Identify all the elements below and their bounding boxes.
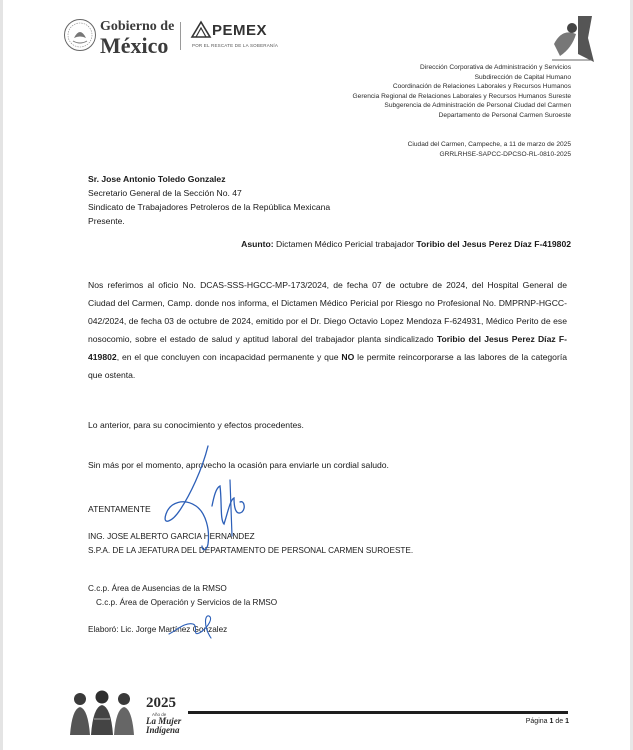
reference-number: GRRLRHSE-SAPCC-DPCSO-RL-0810-2025 xyxy=(439,150,571,158)
page-of: de xyxy=(553,718,566,725)
office-block xyxy=(353,63,571,120)
prepared-by: Elaboró: Lic. Jorge Martínez Gonzalez xyxy=(88,625,228,634)
addressee-title: Secretario General de la Sección No. 47 xyxy=(88,188,242,198)
signer-name: ING. JOSE ALBERTO GARCIA HERNANDEZ xyxy=(88,532,255,541)
body-paragraph-3: Sin más por el momento, aprovecho la ocasión para enviarle un cordial saludo. xyxy=(88,460,389,470)
p1-text-a: Nos referimos al oficio No. DCAS-SSS-HGCC-MP-173/2024, de fecha 07 de octubre de 2024, del Hospital General de Ciudad del Carmen, Camp. donde nos informa, el Dictamen Médico Pericial por Riesgo no Profesional No. DMPRNP-HGCC-042/2024, de fecha 03 de octubre de 2024, emitido por el Dr. Diego Octavio Lopez Mendoza F-624931, Médico Perito de ese nosocomio, sobre el estado de salud y aptitud laboral del trabajador planta sindicalizado xyxy=(88,280,567,344)
office-line: Coordinación de Relaciones Laborales y Recursos Humanos xyxy=(392,83,571,90)
subject-label: Asunto: xyxy=(241,239,274,249)
addressee-org: Sindicato de Trabajadores Petroleros de la República Mexicana xyxy=(88,202,331,212)
pemex-tagline: POR EL RESCATE DE LA SOBERANÍA xyxy=(192,43,279,48)
p1-worker-name: Toribio del Jesus Perez Díaz F-419802 xyxy=(88,334,567,362)
year-sub-label: Año de xyxy=(152,712,167,717)
addressee-block xyxy=(88,172,330,228)
gob-line1: Gobierno de xyxy=(100,19,175,34)
page-label: Página xyxy=(525,718,550,725)
body-paragraph-1 xyxy=(88,276,567,384)
addressee-presente: Presente. xyxy=(88,216,125,226)
addressee-name: Sr. Jose Antonio Toledo Gonzalez xyxy=(88,174,226,184)
ccp-line: C.c.p. Área de Operación y Servicios de la RMSO xyxy=(96,598,278,607)
date-block xyxy=(408,140,571,159)
year-title xyxy=(146,717,181,735)
office-line: Subgerencia de Administración de Personal Ciudad del Carmen xyxy=(384,102,571,109)
signer-role: S.P.A. DE LA JEFATURA DEL DEPARTAMENTO DE PERSONAL CARMEN SUROESTE. xyxy=(88,546,414,555)
handwritten-signature xyxy=(150,440,260,555)
p1-no: NO xyxy=(341,352,355,362)
office-line: Departamento de Personal Carmen Suroeste xyxy=(438,111,571,119)
gob-line2: México xyxy=(100,33,169,58)
coat-of-arms-icon xyxy=(63,18,97,52)
page-total: 1 xyxy=(565,718,569,725)
ccp-line: C.c.p. Área de Ausencias de la RMSO xyxy=(88,584,227,593)
subject-line xyxy=(241,239,571,249)
page-current: 1 xyxy=(549,718,554,725)
date-line: Ciudad del Carmen, Campeche, a 11 de marzo de 2025 xyxy=(407,141,571,148)
page-number xyxy=(526,718,569,725)
office-line: Dirección Corporativa de Administración y Servicios xyxy=(420,64,571,71)
year-label: 2025 xyxy=(146,695,176,711)
subject-worker: Toribio del Jesus Perez Díaz F-419802 xyxy=(416,239,571,249)
pemex-logo-text: PEMEX xyxy=(212,22,268,39)
pemex-eagle-icon xyxy=(190,19,212,41)
p1-text-c: le permite reincorporarse a las labores de la categoría que ostenta. xyxy=(88,352,567,380)
closing-salutation: ATENTAMENTE xyxy=(88,504,151,514)
handwritten-initials xyxy=(165,612,225,642)
indigenous-women-illustration xyxy=(64,685,142,737)
gobierno-logo-text xyxy=(100,20,174,57)
footer-rule xyxy=(188,711,568,714)
header-separator xyxy=(180,22,181,50)
year-title-line2: Indígena xyxy=(146,725,180,735)
p1-text-b: , en el que concluyen con incapacidad permanente y que xyxy=(116,352,342,362)
ccp-block xyxy=(88,582,277,610)
year-title-line1: La Mujer xyxy=(146,716,182,726)
emblem-icon xyxy=(548,14,596,64)
body-paragraph-2: Lo anterior, para su conocimiento y efectos procedentes. xyxy=(88,420,304,430)
office-line: Subdirección de Capital Humano xyxy=(474,73,571,81)
page-edge-left xyxy=(0,0,3,750)
subject-text: Dictamen Médico Pericial trabajador xyxy=(273,239,417,249)
office-line: Gerencia Regional de Relaciones Laborales y Recursos Humanos Sureste xyxy=(352,92,571,100)
